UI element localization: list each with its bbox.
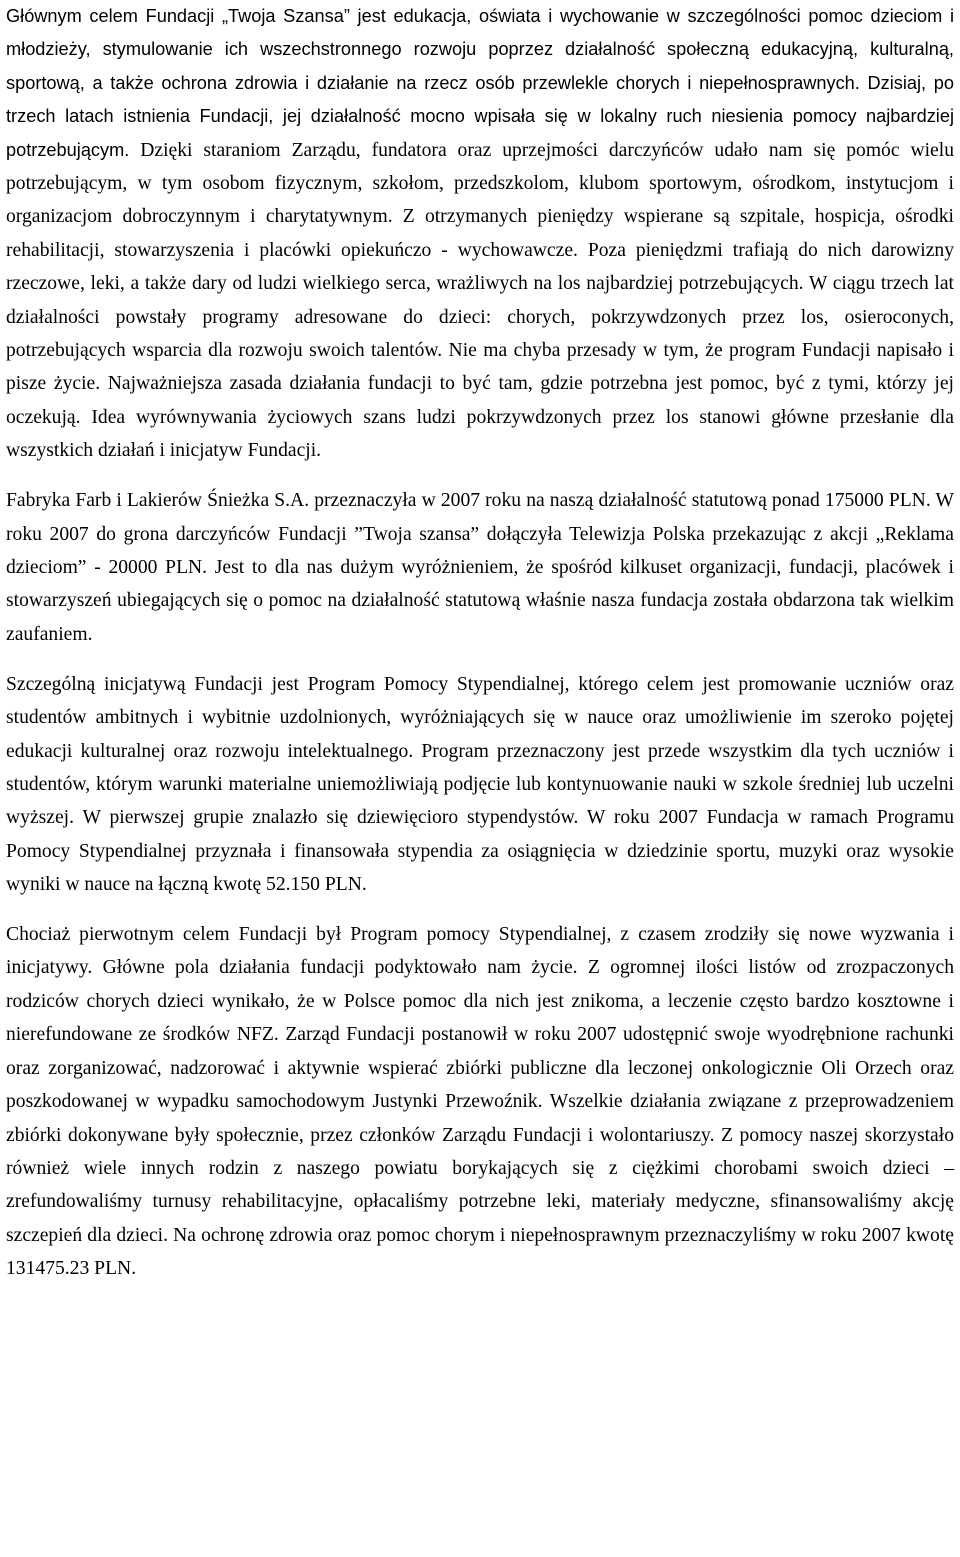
paragraph-health-initiatives-text: Chociaż pierwotnym celem Fundacji był Program pomocy Stypendialnej, z czasem zrodziły się nowe wyzwania i inicjatywy. Główne pola działania fundacji podyktowało nam życie. Z ogromnej ilości listów od zrozpaczonych rodziców chorych dzieci wynikało, że w Polsce pomoc dla nich jest znikoma, a leczenie często bardzo kosztowne i nierefundowane ze środków NFZ. Zarząd Fundacji postanowił w roku 2007 udostępnić swoje wyodrębnione rachunki oraz zorganizować, nadzorować i aktywnie wspierać zbiórki publiczne dla leczonej onkologicznie Oli Orzech oraz poszkodowanej w wypadku samochodowym Justynki Przewoźnik. Wszelkie działania związane z przeprowadzeniem zbiórki dokonywane były społecznie, przez członków Zarządu Fundacji i wolontariuszy. Z pomocy naszej skorzystało również wiele innych rodzin z naszego powiatu borykających się z ciężkimi chorobami swoich dzieci – zrefundowaliśmy turnusy rehabilitacyjne, opłacaliśmy potrzebne leki, materiały medyczne, sfinansowaliśmy akcję szczepień dla dzieci. Na ochronę zdrowia oraz pomoc chorym i niepełnosprawnym przeznaczyliśmy w roku 2007 kwotę 131475.23 PLN. <box>6 924 954 1280</box>
paragraph-foundation-mission <box>6 0 954 468</box>
paragraph-foundation-mission-intro: Głównym celem Fundacji „Twoja Szansa” jest edukacja, oświata i wychowanie w szczególności pomoc dzieciom i młodzieży, stymulowanie ich wszechstronnego rozwoju poprzez działalność społeczną edukacyjną, kulturalną, sportową, a także ochrona zdrowia i działanie na rzecz osób przewlekle chorych i niepełnosprawnych. Dzisiaj, po trzech latach istnienia Fundacji, jej działalność mocno wpisała się w lokalny ruch niesienia pomocy najbardziej potrzebującym. <box>6 6 954 160</box>
document-page <box>6 0 954 1286</box>
paragraph-scholarship-program-text: Szczególną inicjatywą Fundacji jest Program Pomocy Stypendialnej, którego celem jest promowanie uczniów oraz studentów ambitnych i wybitnie uzdolnionych, wyróżniających się w nauce oraz umożliwienie im szeroko pojętej edukacji kulturalnej oraz rozwoju intelektualnego. Program przeznaczony jest przede wszystkim dla tych uczniów i studentów, którym warunki materialne uniemożliwiają podjęcie lub kontynuowanie nauki w szkole średniej lub uczelni wyższej. W pierwszej grupie znalazło się dziewięcioro stypendystów. W roku 2007 Fundacja w ramach Programu Pomocy Stypendialnej przyznała i finansowała stypendia za osiągnięcia w dziedzinie sportu, muzyki oraz wysokie wyniki w nauce na łączną kwotę 52.150 PLN. <box>6 673 954 896</box>
paragraph-foundation-mission-body: Dzięki staraniom Zarządu, fundatora oraz uprzejmości darczyńców udało nam się pomóc wielu potrzebującym, w tym osobom fizycznym, szkołom, przedszkolom, klubom sportowym, ośrodkom, instytucjom i organizacjom dobroczynnym i charytatywnym. Z otrzymanych pieniędzy wspierane są szpitale, hospicja, ośrodki rehabilitacji, stowarzyszenia i placówki opiekuńczo - wychowawcze. Poza pieniędzmi trafiają do nich darowizny rzeczowe, leki, a także dary od ludzi wielkiego serca, wrażliwych na los najbardziej potrzebujących. W ciągu trzech lat działalności powstały programy adresowane do dzieci: chorych, pokrzywdzonych przez los, osieroconych, potrzebujących wsparcia dla rozwoju swoich talentów. Nie ma chyba przesady w tym, że program Fundacji napisało i pisze życie. Najważniejsza zasada działania fundacji to być tam, gdzie potrzebna jest pomoc, być z tymi, którzy jej oczekują. Idea wyrównywania życiowych szans ludzi pokrzywdzonych przez los stanowi główne przesłanie dla wszystkich działań i inicjatyw Fundacji. <box>6 139 954 462</box>
paragraph-health-initiatives <box>6 918 954 1285</box>
paragraph-donors-text: Fabryka Farb i Lakierów Śnieżka S.A. przeznaczyła w 2007 roku na naszą działalność statutową ponad 175000 PLN. W roku 2007 do grona darczyńców Fundacji ”Twoja szansa” dołączyła Telewizja Polska przekazując z akcji „Reklama dzieciom” - 20000 PLN. Jest to dla nas dużym wyróżnieniem, że spośród kilkuset organizacji, fundacji, placówek i stowarzyszeń ubiegających się o pomoc na działalność statutową właśnie nasza fundacja została obdarzona tak wielkim zaufaniem. <box>6 490 954 645</box>
paragraph-scholarship-program <box>6 668 954 902</box>
paragraph-donors <box>6 484 954 651</box>
